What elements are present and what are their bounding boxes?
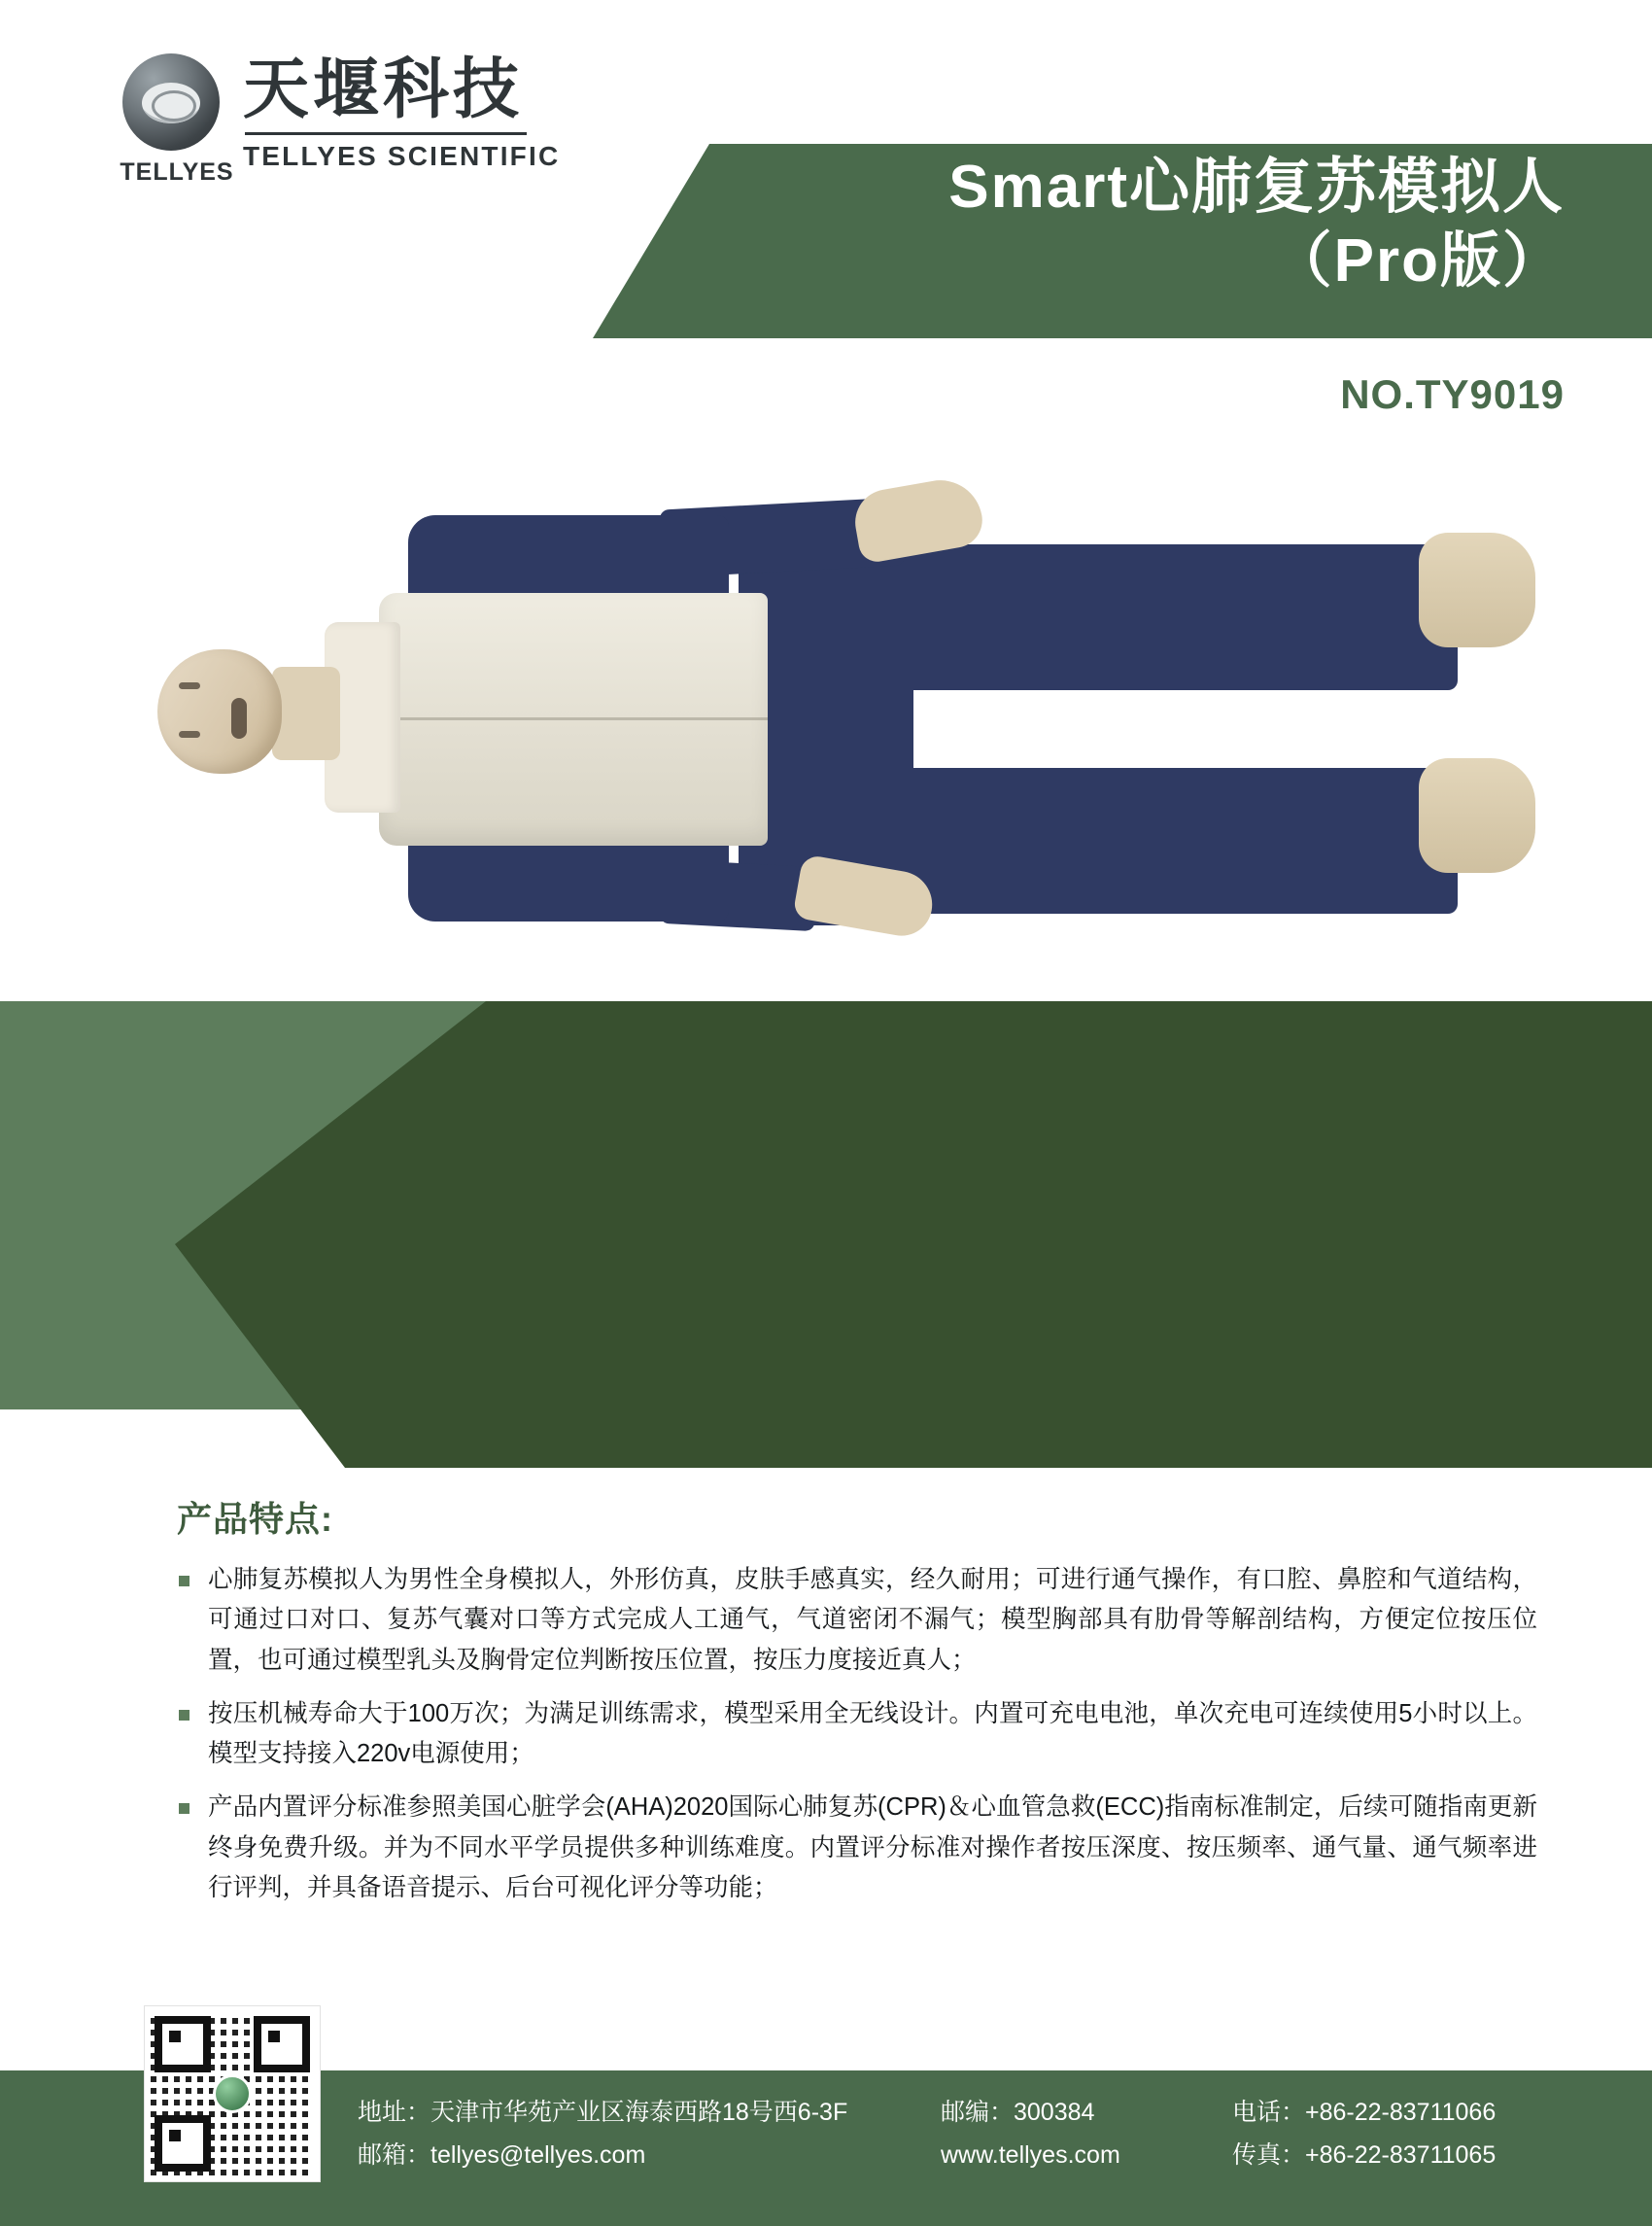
qr-center-logo-icon <box>213 2074 252 2113</box>
features-list <box>177 1560 1537 1922</box>
cpr-manikin-illustration <box>117 476 1535 982</box>
bullet-icon <box>179 1803 189 1814</box>
brand-name-en: TELLYES SCIENTIFIC <box>243 141 561 172</box>
footer-column-phone <box>1232 2092 1563 2177</box>
qr-code-pattern <box>151 2012 314 2175</box>
brand-divider <box>245 132 527 135</box>
footer-contact <box>358 2092 1563 2177</box>
product-photo <box>0 457 1652 1001</box>
footer-postcode: 邮编：300384 <box>941 2099 1095 2126</box>
footer-column-web <box>941 2092 1232 2177</box>
footer-email[interactable]: 邮箱：tellyes@tellyes.com <box>358 2140 646 2169</box>
footer-website[interactable]: www.tellyes.com <box>941 2140 1120 2169</box>
decorative-band <box>0 1001 1652 1468</box>
band-dark-shape <box>175 1001 1652 1468</box>
brand-text <box>243 53 560 172</box>
brand-logo <box>117 52 561 186</box>
features-title: 产品特点: <box>177 1499 333 1539</box>
bullet-icon <box>179 1710 189 1721</box>
list-item <box>177 1560 1537 1681</box>
list-item-text: 按压机械寿命大于100万次；为满足训练需求，模型采用全无线设计。内置可充电电池，单次充电可连续使用5小时以上。模型支持接入220v电源使用； <box>208 1699 1537 1768</box>
footer-phone: 电话：+86-22-83711066 <box>1232 2099 1497 2126</box>
footer-fax: 传真：+86-22-83711065 <box>1232 2140 1497 2169</box>
page-title <box>593 151 1565 297</box>
footer-address: 地址：天津市华苑产业区海泰西路18号西6-3F <box>358 2099 848 2126</box>
footer-column-address <box>358 2092 941 2177</box>
list-item-text: 产品内置评分标准参照美国心脏学会(AHA)2020国际心肺复苏(CPR)＆心血管急救(ECC)指南标准制定，后续可随指南更新终身免费升级。并为不同水平学员提供多种训练难度。内置评分标准对操作者按压深度、按压频率、通气量、通气频率进行评判，并具备语音提示、后台可视化评分等功能； <box>208 1793 1537 1902</box>
list-item-text: 心肺复苏模拟人为男性全身模拟人，外形仿真，皮肤手感真实，经久耐用；可进行通气操作，有口腔、鼻腔和气道结构，可通过口对口、复苏气囊对口等方式完成人工通气，气道密闭不漏气；模型胸部具有肋骨等解剖结构，方便定位按压位置，也可通过模型乳头及胸骨定位判断按压位置，按压力度接近真人； <box>208 1566 1537 1674</box>
bullet-icon <box>179 1576 189 1586</box>
brand-name-cn: 天堰科技 <box>243 52 524 126</box>
sphere-logo-icon <box>117 53 234 186</box>
list-item <box>177 1694 1537 1775</box>
page-title-line2: （Pro版） <box>1271 226 1565 295</box>
logo-wordmark: TELLYES <box>120 158 234 186</box>
page-header <box>0 0 1652 457</box>
model-number: NO.TY9019 <box>1340 371 1565 417</box>
page-title-line1: Smart心肺复苏模拟人 <box>948 154 1565 221</box>
qr-code[interactable] <box>144 2005 321 2182</box>
list-item <box>177 1788 1537 1908</box>
